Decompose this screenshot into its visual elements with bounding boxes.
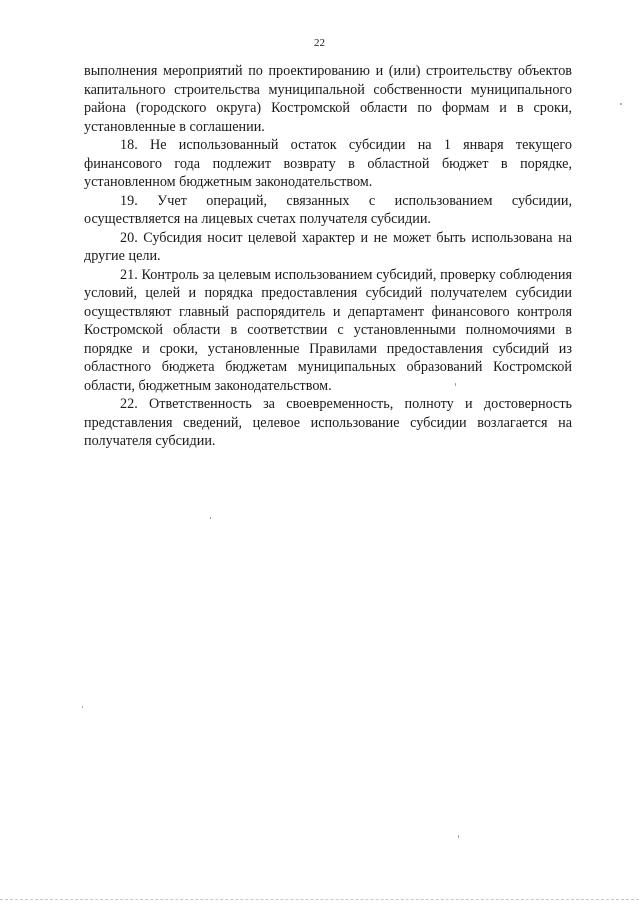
- scan-bottom-edge: [0, 899, 639, 900]
- paragraph-continuation: выполнения мероприятий по проектированию и (или) строительству объектов капитального строительства муниципальной собственности муниципального района (городского округа) Костромской области по формам и в сроки, установленные в соглашении.: [84, 63, 572, 135]
- scan-speck: [458, 835, 459, 838]
- scan-speck: [455, 383, 456, 386]
- paragraph-21: 21. Контроль за целевым использованием субсидий, проверку соблюдения условий, целей и порядка предоставления субсидий получателем субсидии осуществляют главный распорядитель и департамент финансового контроля Костромской области в соответствии с установленными полномочиями в порядке и сроки, установленные Правилами предоставления субсидий из областного бюджета бюджетам муниципальных образований Костромской области, бюджетным законодательством.: [84, 266, 572, 394]
- document-body: [84, 62, 572, 451]
- paragraph-18: 18. Не использованный остаток субсидии на 1 января текущего финансового года подлежит возврату в областной бюджет в порядке, установленном бюджетным законодательством.: [84, 137, 572, 190]
- scan-speck: [210, 517, 211, 519]
- paragraph-20: 20. Субсидия носит целевой характер и не может быть использована на другие цели.: [84, 229, 572, 264]
- paragraph-19: 19. Учет операций, связанных с использованием субсидии, осуществляется на лицевых счетах получателя субсидии.: [84, 192, 572, 227]
- scan-speck: [620, 103, 622, 105]
- scan-speck: [82, 706, 83, 708]
- page-number: 22: [314, 37, 325, 49]
- paragraph-22: 22. Ответственность за своевременность, полноту и достоверность представления сведений, целевое использование субсидии возлагается на получателя субсидии.: [84, 396, 572, 449]
